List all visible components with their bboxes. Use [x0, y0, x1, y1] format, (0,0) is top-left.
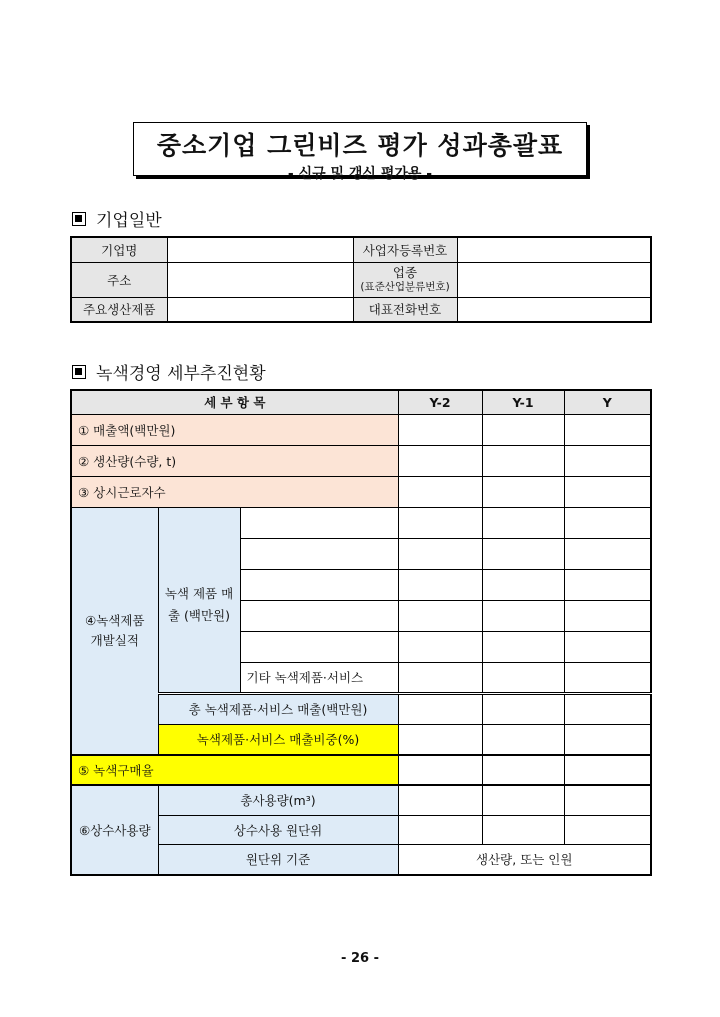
cell-input[interactable] [398, 414, 482, 445]
section-green-management [72, 359, 266, 384]
cell-input[interactable] [482, 476, 564, 507]
cell-input[interactable] [564, 662, 651, 693]
document-subtitle: - 신규 및 갱신 평가용 - [287, 166, 433, 182]
unit-basis-label: 원단위 기준 [158, 844, 398, 875]
cell-input[interactable] [482, 600, 564, 631]
cell-input[interactable] [564, 476, 651, 507]
label-phone: 대표전화번호 [353, 297, 457, 322]
label-business-reg-no: 사업자등록번호 [353, 237, 457, 262]
square-bullet-icon [72, 365, 86, 379]
title-box [133, 122, 587, 182]
green-product-name-input[interactable] [240, 507, 398, 538]
document-title: 중소기업 그린비즈 평가 성과총괄표 [156, 131, 564, 160]
cell-input[interactable] [564, 538, 651, 569]
green-ratio-label: 녹색제품·서비스 매출비중(%) [158, 724, 398, 755]
cell-input[interactable] [398, 815, 482, 844]
header-y-2: Y-2 [398, 390, 482, 414]
cell-input[interactable] [564, 693, 651, 724]
label-industry [353, 262, 457, 297]
cell-input[interactable] [482, 507, 564, 538]
row-production-label: ② 생산량(수량, t) [71, 445, 398, 476]
cell-input[interactable] [564, 815, 651, 844]
main-products-field[interactable] [167, 297, 353, 322]
industry-label-note: (표준산업분류번호) [360, 280, 450, 293]
green-product-name-input[interactable] [240, 538, 398, 569]
row-sales-label: ① 매출액(백만원) [71, 414, 398, 445]
row-green-purchase-label: ⑤ 녹색구매율 [71, 755, 398, 785]
cell-input[interactable] [564, 445, 651, 476]
other-green-label: 기타 녹색제품·서비스 [240, 662, 398, 693]
company-name-field[interactable] [167, 237, 353, 262]
cell-input[interactable] [398, 538, 482, 569]
industry-field[interactable] [457, 262, 651, 297]
cell-input[interactable] [482, 569, 564, 600]
section-heading: 녹색경영 세부추진현황 [96, 364, 266, 384]
cell-input[interactable] [564, 755, 651, 785]
green-product-name-input[interactable] [240, 600, 398, 631]
cell-input[interactable] [398, 507, 482, 538]
cell-input[interactable] [564, 414, 651, 445]
cell-input[interactable] [398, 631, 482, 662]
cell-input[interactable] [398, 662, 482, 693]
phone-field[interactable] [457, 297, 651, 322]
cell-input[interactable] [482, 724, 564, 755]
cell-input[interactable] [482, 445, 564, 476]
unit-basis-value: 생산량, 또는 인원 [398, 844, 651, 875]
business-reg-no-field[interactable] [457, 237, 651, 262]
row-water-label: ⑥상수사용량 [71, 785, 158, 875]
cell-input[interactable] [482, 538, 564, 569]
cell-input[interactable] [482, 414, 564, 445]
square-bullet-icon [72, 212, 86, 226]
green-product-name-input[interactable] [240, 569, 398, 600]
green-management-table [70, 389, 652, 876]
cell-input[interactable] [564, 724, 651, 755]
cell-input[interactable] [482, 755, 564, 785]
cell-input[interactable] [482, 693, 564, 724]
cell-input[interactable] [482, 815, 564, 844]
page-number: - 26 - [341, 951, 379, 966]
cell-input[interactable] [398, 569, 482, 600]
cell-input[interactable] [398, 785, 482, 815]
cell-input[interactable] [564, 631, 651, 662]
cell-input[interactable] [398, 724, 482, 755]
industry-label-text: 업종 [392, 264, 418, 280]
cell-input[interactable] [482, 631, 564, 662]
row-green-dev-label: ④녹색제품 개발실적 [71, 507, 158, 755]
cell-input[interactable] [564, 507, 651, 538]
address-field[interactable] [167, 262, 353, 297]
total-water-label: 총사용량(m³) [158, 785, 398, 815]
section-heading: 기업일반 [96, 211, 162, 231]
cell-input[interactable] [482, 662, 564, 693]
label-address: 주소 [71, 262, 167, 297]
green-sales-sub-label: 녹색 제품 매출 (백만원) [158, 507, 240, 693]
cell-input[interactable] [398, 755, 482, 785]
green-product-name-input[interactable] [240, 631, 398, 662]
cell-input[interactable] [482, 785, 564, 815]
cell-input[interactable] [398, 693, 482, 724]
header-item: 세 부 항 목 [71, 390, 398, 414]
label-company-name: 기업명 [71, 237, 167, 262]
section-company-general [72, 206, 162, 231]
cell-input[interactable] [564, 569, 651, 600]
header-y-1: Y-1 [482, 390, 564, 414]
cell-input[interactable] [398, 600, 482, 631]
total-green-sales-label: 총 녹색제품·서비스 매출(백만원) [158, 693, 398, 724]
cell-input[interactable] [564, 785, 651, 815]
row-employees-label: ③ 상시근로자수 [71, 476, 398, 507]
label-main-products: 주요생산제품 [71, 297, 167, 322]
cell-input[interactable] [564, 600, 651, 631]
header-y: Y [564, 390, 651, 414]
water-unit-label: 상수사용 원단위 [158, 815, 398, 844]
company-info-table [70, 236, 652, 323]
cell-input[interactable] [398, 445, 482, 476]
cell-input[interactable] [398, 476, 482, 507]
